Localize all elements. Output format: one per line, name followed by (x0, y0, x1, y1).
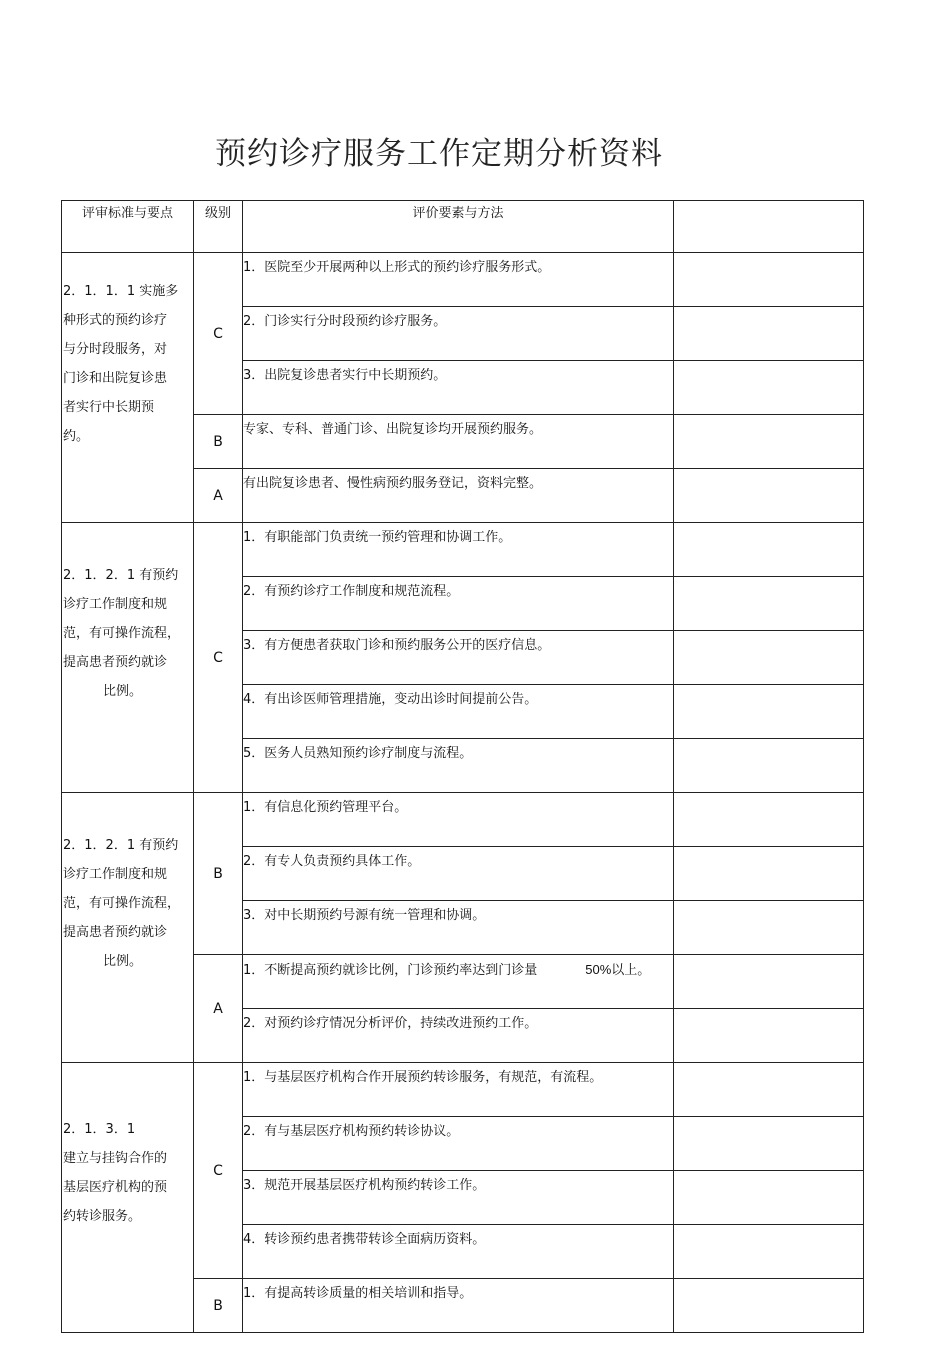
method-item: 3．对中长期预约号源有统一管理和协调。 (243, 901, 674, 955)
standard-line: 比例。 (103, 684, 143, 699)
extra-cell (674, 901, 864, 955)
standard-line: 约转诊服务。 (63, 1209, 142, 1224)
extra-cell (674, 1171, 864, 1225)
extra-cell (674, 469, 864, 523)
header-extra (674, 201, 864, 253)
extra-cell (674, 1225, 864, 1279)
header-level: 级别 (194, 201, 243, 253)
standard-line: 建立与挂钩合作的 (63, 1151, 168, 1166)
extra-cell (674, 631, 864, 685)
standard-cell (62, 523, 194, 793)
level-cell: C (194, 1063, 243, 1279)
extra-cell (674, 307, 864, 361)
evaluation-table (61, 200, 864, 1333)
standard-line: 比例。 (103, 954, 143, 969)
standard-line: 诊疗工作制度和规 (63, 597, 168, 612)
extra-cell (674, 955, 864, 1009)
level-cell: B (194, 793, 243, 955)
extra-cell (674, 1009, 864, 1063)
table-row (62, 523, 864, 577)
method-item: 1．与基层医疗机构合作开展预约转诊服务，有规范，有流程。 (243, 1063, 674, 1117)
table-row (62, 253, 864, 307)
standard-line: 2．1．3．1 (63, 1122, 136, 1137)
method-item: 3．规范开展基层医疗机构预约转诊工作。 (243, 1171, 674, 1225)
standard-line: 诊疗工作制度和规 (63, 867, 168, 882)
standard-cell (62, 793, 194, 1063)
standard-line: 2．1．2．1 有预约 (63, 838, 179, 853)
method-item: 1．有职能部门负责统一预约管理和协调工作。 (243, 523, 674, 577)
method-item: 专家、专科、普通门诊、出院复诊均开展预约服务。 (243, 415, 674, 469)
extra-cell (674, 1063, 864, 1117)
standard-line: 基层医疗机构的预 (63, 1180, 168, 1195)
extra-cell (674, 523, 864, 577)
header-method: 评价要素与方法 (243, 201, 674, 253)
standard-line: 与分时段服务，对 (63, 342, 168, 357)
standard-line: 范，有可操作流程， (63, 896, 181, 911)
standard-line: 门诊和出院复诊患 (63, 371, 168, 386)
table-row (62, 793, 864, 847)
level-cell: C (194, 253, 243, 415)
method-item: 2．门诊实行分时段预约诊疗服务。 (243, 307, 674, 361)
standard-line: 种形式的预约诊疗 (63, 313, 168, 328)
extra-cell (674, 847, 864, 901)
standard-line: 提高患者预约就诊 (63, 925, 168, 940)
method-item: 1．有信息化预约管理平台。 (243, 793, 674, 847)
standard-line: 2．1．2．1 有预约 (63, 568, 179, 583)
header-standard: 评审标准与要点 (62, 201, 194, 253)
method-item: 3．出院复诊患者实行中长期预约。 (243, 361, 674, 415)
extra-cell (674, 685, 864, 739)
method-item: 4．转诊预约患者携带转诊全面病历资料。 (243, 1225, 674, 1279)
method-item (243, 955, 674, 1009)
standard-line: 提高患者预约就诊 (63, 655, 168, 670)
method-item: 2．有专人负责预约具体工作。 (243, 847, 674, 901)
standard-line: 约。 (63, 429, 90, 444)
extra-cell (674, 1279, 864, 1333)
level-cell: B (194, 415, 243, 469)
method-item: 有出院复诊患者、慢性病预约服务登记，资料完整。 (243, 469, 674, 523)
method-item: 1．有提高转诊质量的相关培训和指导。 (243, 1279, 674, 1333)
standard-line: 者实行中长期预 (63, 400, 155, 415)
table-row (62, 1063, 864, 1117)
level-cell: A (194, 955, 243, 1063)
standard-cell (62, 1063, 194, 1333)
method-item: 2．对预约诊疗情况分析评价，持续改进预约工作。 (243, 1009, 674, 1063)
extra-cell (674, 415, 864, 469)
level-cell: B (194, 1279, 243, 1333)
extra-cell (674, 793, 864, 847)
method-item: 2．有与基层医疗机构预约转诊协议。 (243, 1117, 674, 1171)
extra-cell (674, 577, 864, 631)
standard-line: 范，有可操作流程， (63, 626, 181, 641)
extra-cell (674, 361, 864, 415)
method-item: 3．有方便患者获取门诊和预约服务公开的医疗信息。 (243, 631, 674, 685)
extra-cell (674, 253, 864, 307)
extra-cell (674, 739, 864, 793)
method-item: 4．有出诊医师管理措施，变动出诊时间提前公告。 (243, 685, 674, 739)
method-item: 5．医务人员熟知预约诊疗制度与流程。 (243, 739, 674, 793)
method-item: 2．有预约诊疗工作制度和规范流程。 (243, 577, 674, 631)
level-cell: C (194, 523, 243, 793)
table-header-row (62, 201, 864, 253)
method-item-text: 1．不断提高预约就诊比例，门诊预约率达到门诊量 (243, 963, 538, 978)
standard-line: 2．1．1．1 实施多 (63, 284, 179, 299)
method-item: 1．医院至少开展两种以上形式的预约诊疗服务形式。 (243, 253, 674, 307)
standard-cell (62, 253, 194, 523)
extra-cell (674, 1117, 864, 1171)
level-cell: A (194, 469, 243, 523)
document-title: 预约诊疗服务工作定期分析资料 (215, 136, 663, 172)
percent-text: 50%以上。 (585, 962, 651, 977)
